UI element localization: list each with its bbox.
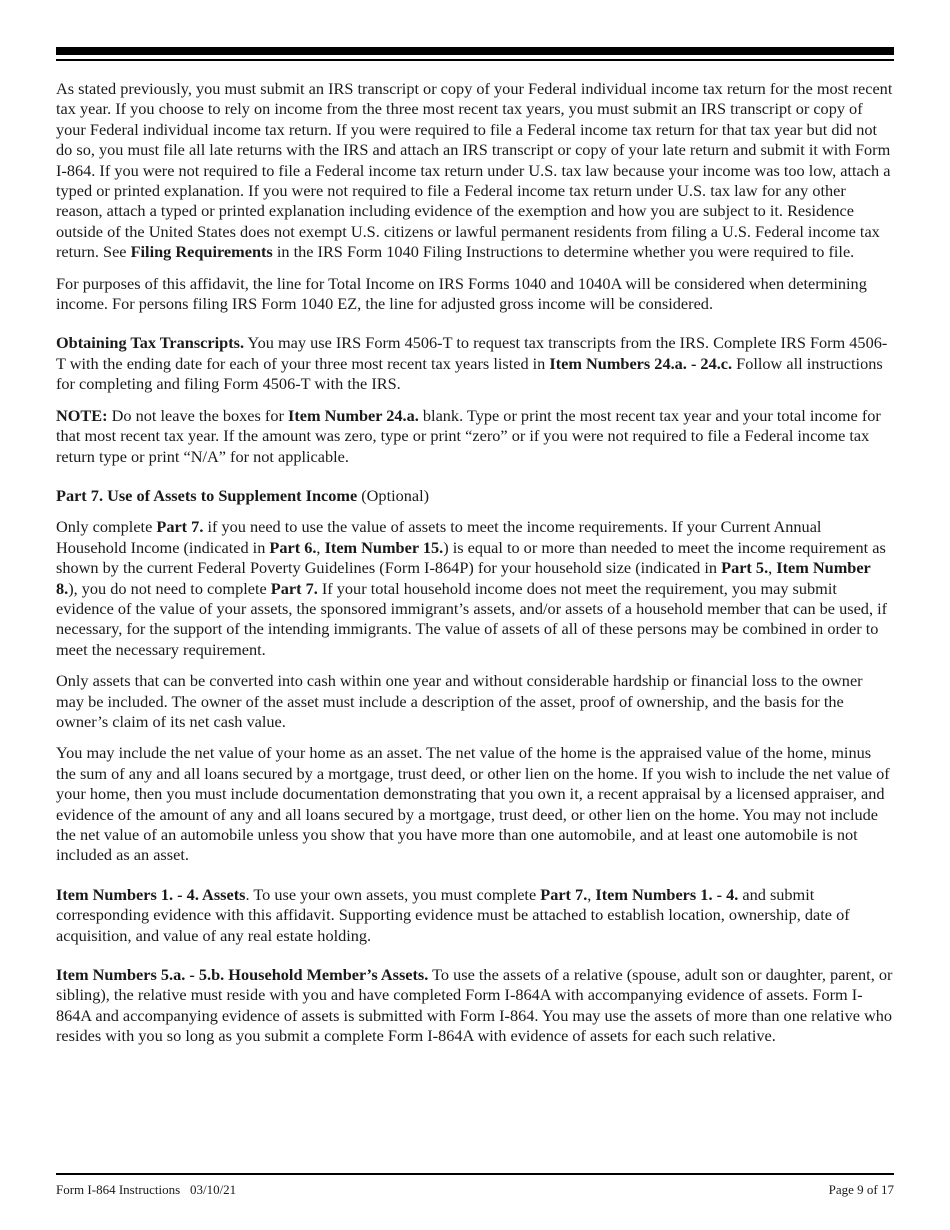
text-run: If your total household income does not meet the requirement, you may submit evidence of the value of your assets, the sponsored immigrant’s assets, and/or assets of a household member that can be used, if necessary, for the support of the intending immigrants. The value of assets of all of these persons may be combined in order to meet the necessary requirement. [56, 578, 888, 659]
bold-text: Obtaining Tax Transcripts. [56, 333, 245, 353]
bold-text: Item Numbers 1. - 4. [595, 884, 739, 904]
paragraph [56, 79, 894, 263]
text-run: As stated previously, you must submit an IRS transcript or copy of your Federal individual income tax return for the most recent tax year. If you choose to rely on income from the three most recent tax years, you must submit an IRS transcript or copy of your Federal individual income tax return. If you were required to file a Federal income tax return for that tax year but did not do so, you must file all late returns with the IRS and attach an IRS transcript or copy of your late return and submit it with Form I-864. If you were not required to file a Federal income tax return under U.S. tax law because your income was too low, attach a typed or printed explanation. If you were not required to file a Federal income tax return under U.S. tax law for any other reason, attach a typed or printed explanation including evidence of the exemption and how you are subject to it. Residence outside of the United States does not exempt U.S. citizens or lawful permanent residents from filing a U.S. Federal income tax return. See [56, 79, 893, 262]
bold-text: Part 7. Use of Assets to Supplement Income [56, 485, 358, 505]
text-run: if you need to use the value of assets to meet the income requirements. If your Current Annual Household Income (indicated in [56, 517, 822, 557]
paragraph [56, 486, 894, 506]
bold-text: Part 7. [156, 517, 204, 537]
footer-page-number: Page 9 of 17 [828, 1182, 894, 1197]
bold-text: Item Number 8. [56, 558, 871, 598]
header-rule-thin [56, 59, 894, 61]
text-run: blank. Type or print the most recent tax year and your total income for that most recent tax year. If the amount was zero, type or print “zero” or if you were not required to file a Federal income tax return type or print “N/A” for not applicable. [56, 405, 881, 466]
bold-text: Item Numbers 1. - 4. Assets [56, 884, 246, 904]
paragraph [56, 406, 894, 467]
text-run: , [768, 558, 777, 578]
text-run: (Optional) [357, 485, 430, 505]
text-run: To use the assets of a relative (spouse, adult son or daughter, parent, or sibling), the relative must reside with you and have completed Form I-864A with accompanying evidence of assets. Form I-864A and accompanying evidence of assets is submitted with Form I-864. You may use the assets of more than one relative who resides with you so long as you submit a complete Form I-864A with evidence of assets for each such relative. [56, 965, 893, 1046]
header-rule-thick [56, 47, 894, 55]
bold-text: Part 7. [270, 578, 318, 598]
bold-text: Filing Requirements [130, 242, 273, 262]
text-run: and submit corresponding evidence with this affidavit. Supporting evidence must be attached to establish location, ownership, date of acquisition, and value of any real estate holding. [56, 884, 850, 945]
bold-text: Item Numbers 5.a. - 5.b. Household Member’s Assets. [56, 965, 429, 985]
paragraph [56, 743, 894, 865]
paragraph [56, 965, 894, 1047]
text-run: ), you do not need to complete [68, 578, 271, 598]
text-run: Only complete [56, 517, 157, 537]
text-run: , [587, 884, 596, 904]
paragraph [56, 671, 894, 732]
paragraph [56, 333, 894, 394]
paragraph [56, 517, 894, 660]
text-run: You may include the net value of your home as an asset. The net value of the home is the appraised value of the home, minus the sum of any and all loans secured by a mortgage, trust deed, or other lien on the home. If you wish to include the net value of your home, then you must include documentation demonstrating that you own it, a recent appraisal by a licensed appraiser, and evidence of the amount of any and all loans secured by a mortgage, trust deed, or other lien on the home. You may not include the net value of an automobile unless you show that you have more than one automobile, and at least one automobile is not included as an asset. [56, 743, 890, 865]
bold-text: Item Number 15. [324, 537, 444, 557]
bold-text: Part 6. [269, 537, 317, 557]
bold-text: Part 7. [540, 884, 588, 904]
text-run: Only assets that can be converted into cash within one year and without considerable hardship or financial loss to the owner may be included. The owner of the asset must include a description of the asset, proof of ownership, and the basis for the owner’s claim of its net cash value. [56, 671, 863, 731]
paragraph [56, 274, 894, 315]
document-body [56, 79, 894, 1047]
footer-rule [56, 1173, 894, 1175]
text-run: Follow all instructions for completing and filing Form 4506-T with the IRS. [56, 353, 883, 394]
text-run: Do not leave the boxes for [107, 405, 288, 425]
text-run: . To use your own assets, you must complete [245, 884, 541, 904]
text-run: ) is equal to or more than needed to meet the income requirement as shown by the current Federal Poverty Guidelines (Form I-864P) for your household size (indicated in [56, 537, 886, 578]
bold-text: NOTE: [56, 405, 108, 425]
text-run: You may use IRS Form 4506-T to request tax transcripts from the IRS. Complete IRS Form 4506-T with the ending date for each of your three most recent tax years listed in [56, 333, 888, 373]
paragraph [56, 885, 894, 946]
text-run: For purposes of this affidavit, the line for Total Income on IRS Forms 1040 and 1040A will be considered when determining income. For persons filing IRS Form 1040 EZ, the line for adjusted gross income will be considered. [56, 273, 867, 314]
text-run: , [316, 537, 325, 557]
footer-form-id: Form I-864 Instructions 03/10/21 [56, 1182, 237, 1197]
bold-text: Part 5. [721, 558, 769, 578]
text-run: in the IRS Form 1040 Filing Instructions to determine whether you were required to file. [272, 242, 855, 262]
bold-text: Item Numbers 24.a. - 24.c. [549, 353, 733, 373]
bold-text: Item Number 24.a. [287, 405, 419, 425]
